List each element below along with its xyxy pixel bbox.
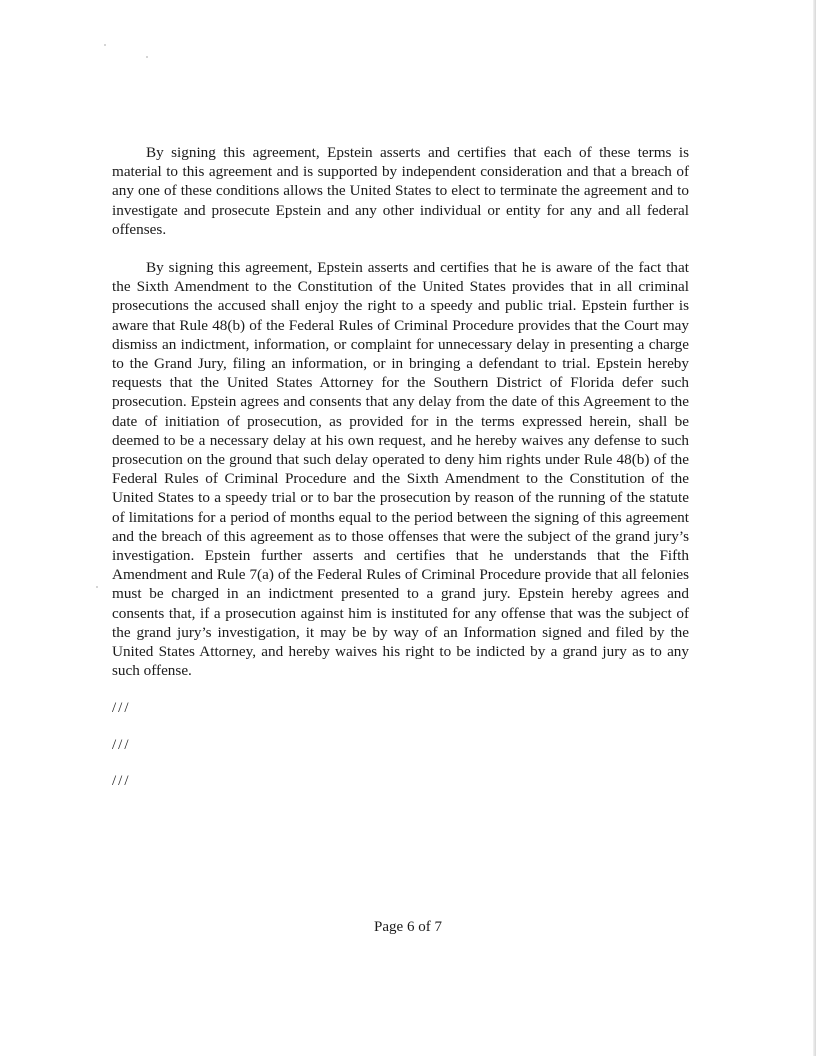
scan-speck (146, 56, 148, 58)
separator-slashes: /// (112, 772, 131, 789)
separator-slashes: /// (112, 736, 131, 753)
document-body (112, 143, 689, 791)
page-number: Page 6 of 7 (374, 919, 442, 935)
scan-speck (104, 44, 106, 46)
paragraph-certification: By signing this agreement, Epstein asserts and certifies that each of these terms is material to this agreement and is supported by independent consideration and that a breach of any one of these conditions allows the United States to elect to terminate the agreement and to investigate and prosecute Epstein and any other individual or entity for any and all federal offenses. (112, 144, 689, 238)
paragraph-speedy-trial-waiver: By signing this agreement, Epstein asserts and certifies that he is aware of the fact that the Sixth Amendment to the Constitution of the United States provides that in all criminal prosecutions the accused shall enjoy the right to a speedy and public trial. Epstein further is aware that Rule 48(b) of the Federal Rules of Criminal Procedure provides that the Court may dismiss an indictment, information, or complaint for unnecessary delay in presenting a charge to the Grand Jury, filing an information, or in bringing a defendant to trial. Epstein hereby requests that the United States Attorney for the Southern District of Florida defer such prosecution. Epstein agrees and consents that any delay from the date of this Agreement to the date of initiation of prosecution, as provided for in the terms expressed herein, shall be deemed to be a necessary delay at his own request, and he hereby waives any defense to such prosecution on the ground that such delay operated to deny him rights under Rule 48(b) of the Federal Rules of Criminal Procedure and the Sixth Amendment to the Constitution of the United States to a speedy trial or to bar the prosecution by reason of the running of the statute of limitations for a period of months equal to the period between the signing of this agreement and the breach of this agreement as to those offenses that were the subject of the grand jury’s investigation. Epstein further asserts and certifies that he understands that the Fifth Amendment and Rule 7(a) of the Federal Rules of Criminal Procedure provide that all felonies must be charged in an indictment presented to a grand jury. Epstein hereby agrees and consents that, if a prosecution against him is instituted for any offense that was the subject of the grand jury’s investigation, it may be by way of an Information signed and filed by the United States Attorney, and hereby waives his right to be indicted by a grand jury as to any such offense. (112, 259, 689, 680)
scan-speck (96, 586, 98, 588)
separator-slashes: /// (112, 700, 131, 717)
